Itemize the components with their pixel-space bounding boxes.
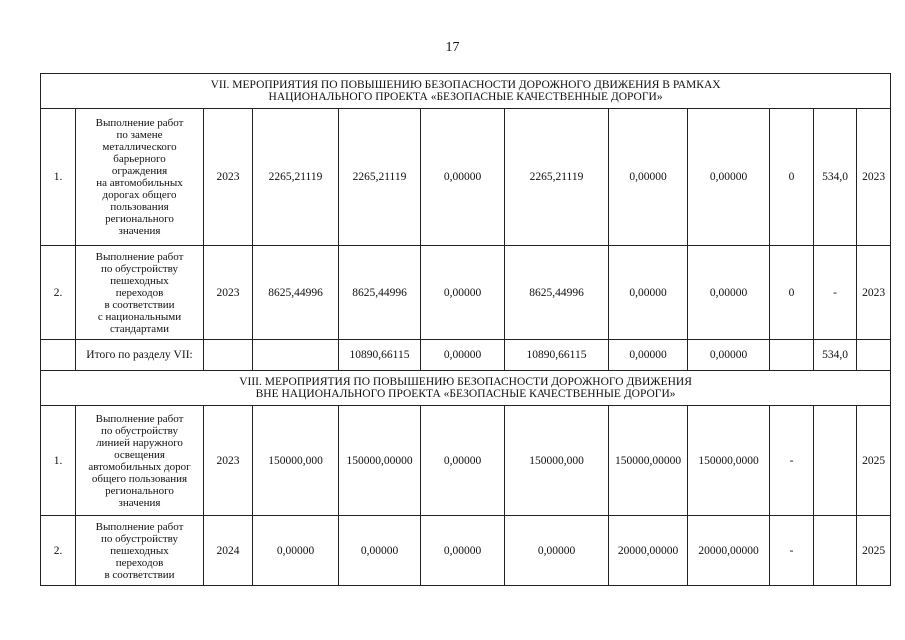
total-value: 0,00000 [609,340,688,371]
table-row [41,109,891,246]
desc-line: в соответствии [104,568,175,581]
value-cell: 8625,44996 [339,246,421,340]
value-cell: 20000,00000 [609,516,688,586]
total-label: Итого по разделу VII: [76,340,204,371]
value-cell: 0,00000 [609,109,688,246]
desc-line: автомобильных дорог [88,460,191,473]
value-cell: 2265,21119 [339,109,421,246]
section-header-row [41,371,891,406]
table-row [41,406,891,516]
section-header-row [41,74,891,109]
row-description [76,516,204,586]
total-value: 0,00000 [421,340,505,371]
value-cell: 534,0 [814,109,857,246]
desc-line: по замене [116,129,163,141]
desc-line: Выполнение работ [95,520,184,533]
total-value: 0,00000 [688,340,770,371]
end-year-cell: 2023 [857,109,891,246]
value-cell: 0,00000 [505,516,609,586]
total-value: 10890,66115 [505,340,609,371]
section-title-line: VIII. МЕРОПРИЯТИЯ ПО ПОВЫШЕНИЮ БЕЗОПАСНОСТИ ДОРОЖНОГО ДВИЖЕНИЯ [239,376,692,388]
value-cell: 150000,000 [253,406,339,516]
row-description [76,109,204,246]
row-description [76,406,204,516]
value-cell: 2265,21119 [505,109,609,246]
year-cell: 2023 [204,246,253,340]
desc-line: освещения [114,448,165,461]
total-value: 10890,66115 [339,340,421,371]
desc-line: значения [118,225,161,237]
end-year-cell: 2025 [857,516,891,586]
row-description [76,246,204,340]
empty-cell [857,340,891,371]
row-number: 2. [41,246,76,340]
desc-line: пешеходных [110,274,169,287]
desc-line: барьерного [113,153,166,165]
desc-line: в соответствии [104,298,175,311]
desc-line: Выполнение работ [95,412,184,425]
desc-line: регионального [105,484,174,497]
row-number: 1. [41,406,76,516]
section-title [41,371,891,406]
desc-line: Выполнение работ [95,250,184,263]
table-row [41,246,891,340]
year-cell: 2024 [204,516,253,586]
section-title-line: ВНЕ НАЦИОНАЛЬНОГО ПРОЕКТА «БЕЗОПАСНЫЕ КАЧЕСТВЕННЫЕ ДОРОГИ» [255,388,676,400]
value-cell: 0,00000 [339,516,421,586]
value-cell: 150000,000 [505,406,609,516]
value-cell: 0,00000 [421,516,505,586]
desc-line: на автомобильных [96,177,183,189]
value-cell [814,406,857,516]
value-cell: 20000,00000 [688,516,770,586]
desc-line: дорогах общего [102,189,177,201]
empty-cell [204,340,253,371]
desc-line: значения [118,496,161,509]
end-year-cell: 2023 [857,246,891,340]
section-title [41,74,891,109]
value-cell: - [770,406,814,516]
total-row [41,340,891,371]
value-cell: 0 [770,109,814,246]
desc-line: общего пользования [91,472,188,485]
section-title-line: НАЦИОНАЛЬНОГО ПРОЕКТА «БЕЗОПАСНЫЕ КАЧЕСТВЕННЫЕ ДОРОГИ» [268,91,663,103]
value-cell: 8625,44996 [505,246,609,340]
section-title-line: VII. МЕРОПРИЯТИЯ ПО ПОВЫШЕНИЮ БЕЗОПАСНОСТИ ДОРОЖНОГО ДВИЖЕНИЯ В РАМКАХ [210,79,721,91]
value-cell: 8625,44996 [253,246,339,340]
row-number: 1. [41,109,76,246]
row-number: 2. [41,516,76,586]
value-cell: 0,00000 [253,516,339,586]
value-cell: 150000,00000 [609,406,688,516]
value-cell: 0,00000 [688,246,770,340]
desc-line: с национальными [97,310,182,323]
desc-line: по обустройству [100,532,179,545]
desc-line: линией наружного [96,436,183,449]
empty-cell [770,340,814,371]
year-cell: 2023 [204,109,253,246]
empty-cell [41,340,76,371]
value-cell: 2265,21119 [253,109,339,246]
value-cell [814,516,857,586]
desc-line: переходов [115,556,164,569]
desc-line: стандартами [109,322,170,335]
value-cell: 0,00000 [609,246,688,340]
value-cell: 0,00000 [688,109,770,246]
value-cell: - [770,516,814,586]
end-year-cell: 2025 [857,406,891,516]
desc-line: металлического [102,141,177,153]
page-number: 17 [445,40,460,55]
value-cell: 0,00000 [421,406,505,516]
value-cell: 0,00000 [421,109,505,246]
value-cell: 150000,0000 [688,406,770,516]
desc-line: пешеходных [110,544,169,557]
value-cell: 150000,00000 [339,406,421,516]
desc-line: ограждения [111,165,168,177]
total-value: 534,0 [814,340,857,371]
year-cell: 2023 [204,406,253,516]
value-cell: - [814,246,857,340]
value-cell: 0,00000 [421,246,505,340]
value-cell: 0 [770,246,814,340]
desc-line: Выполнение работ [95,117,184,129]
desc-line: регионального [105,213,174,225]
empty-cell [253,340,339,371]
desc-line: пользования [110,201,169,213]
desc-line: по обустройству [100,262,179,275]
activities-table [40,73,891,586]
desc-line: по обустройству [100,424,179,437]
table-row [41,516,891,586]
desc-line: переходов [115,286,164,299]
